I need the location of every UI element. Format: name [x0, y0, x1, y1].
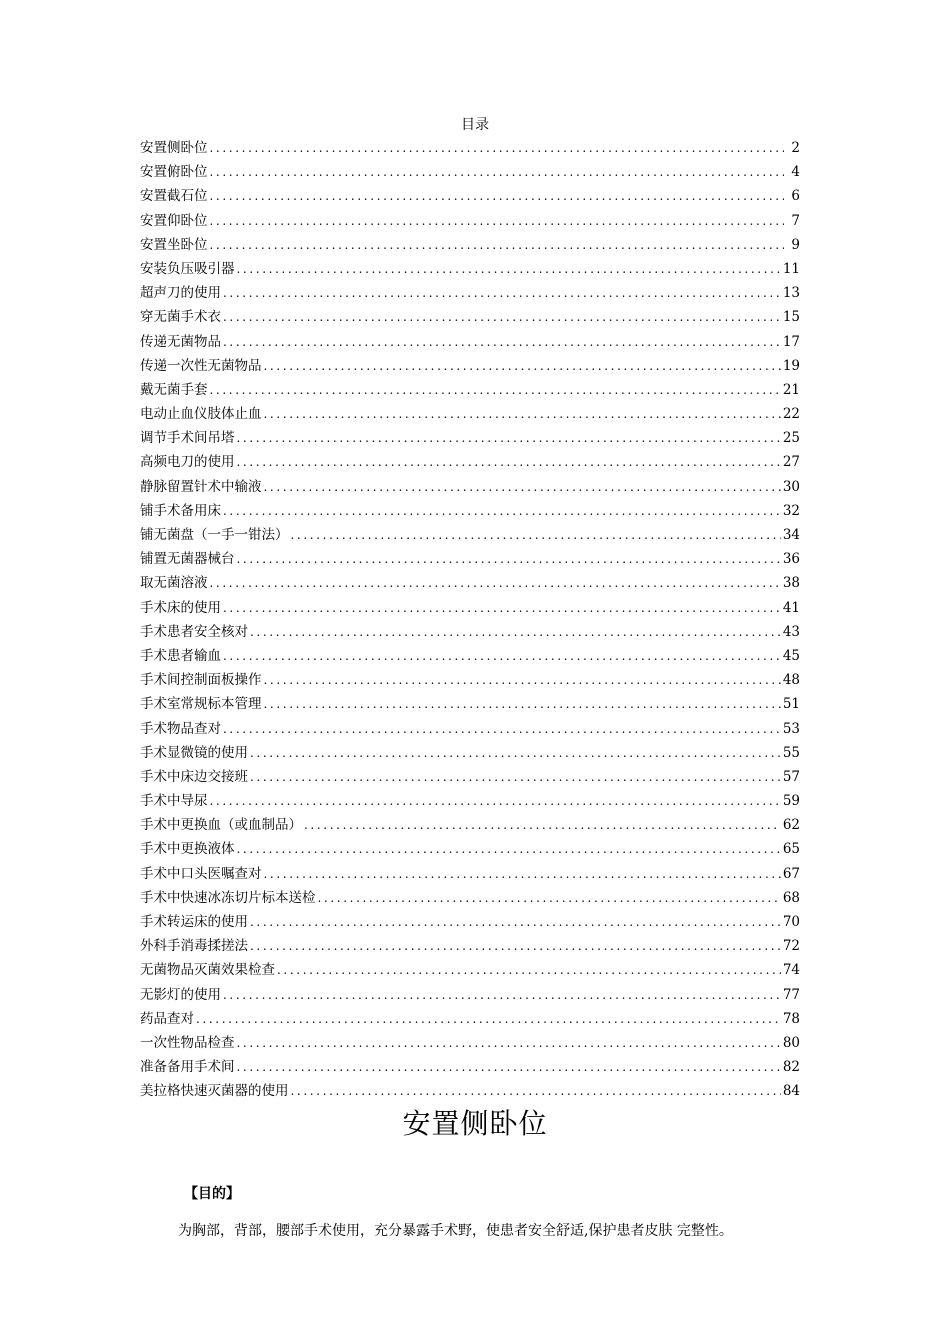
toc-entry-label: 穿无菌手术衣 [140, 309, 221, 326]
toc-entry-label: 无菌物品灭菌效果检查 [140, 962, 275, 979]
toc-dot-leader [291, 523, 781, 547]
toc-dot-leader [223, 717, 781, 741]
purpose-text: 为胸部，背部，腰部手术使用，充分暴露手术野，使患者安全舒适,保护患者皮肤 完整性。 [178, 1223, 733, 1239]
toc-entry-page: 38 [782, 575, 800, 592]
toc-entry[interactable] [140, 1055, 800, 1079]
toc-dot-leader [250, 910, 781, 934]
toc-dot-leader [237, 1031, 781, 1055]
toc-entry[interactable] [140, 692, 800, 716]
toc-entry-label: 手术间控制面板操作 [140, 672, 262, 689]
table-of-contents [140, 136, 800, 1104]
toc-entry-page: 43 [782, 623, 800, 640]
toc-entry-page: 53 [782, 720, 800, 737]
toc-entry-page: 72 [782, 938, 800, 955]
toc-entry-label: 戴无菌手套 [140, 381, 208, 398]
toc-entry-label: 手术中快速冰冻切片标本送检 [140, 889, 316, 906]
toc-entry-label: 手术室常规标本管理 [140, 696, 262, 713]
toc-entry[interactable] [140, 160, 800, 184]
toc-entry[interactable] [140, 1031, 800, 1055]
toc-dot-leader [264, 354, 781, 378]
toc-entry-label: 药品查对 [140, 1010, 194, 1027]
toc-entry-label: 铺手术备用床 [140, 502, 221, 519]
toc-entry[interactable] [140, 209, 800, 233]
toc-dot-leader [223, 644, 781, 668]
toc-entry-label: 外科手消毒揉搓法 [140, 938, 248, 955]
toc-entry-label: 手术床的使用 [140, 599, 221, 616]
toc-entry-page: 70 [782, 914, 800, 930]
toc-entry-page: 62 [782, 817, 800, 834]
toc-dot-leader [210, 136, 785, 160]
toc-dot-leader [304, 813, 781, 837]
toc-dot-leader [264, 668, 781, 692]
toc-title: 目录 [461, 117, 489, 133]
toc-dot-leader [196, 1007, 781, 1031]
toc-dot-leader [250, 741, 781, 765]
toc-entry-label: 无影灯的使用 [140, 986, 221, 1003]
toc-entry-page: 7 [791, 212, 800, 229]
toc-dot-leader [264, 862, 781, 886]
toc-entry-page: 15 [782, 309, 800, 326]
toc-entry[interactable] [140, 958, 800, 982]
toc-entry-page: 65 [782, 841, 800, 858]
toc-dot-leader [237, 837, 781, 861]
toc-entry[interactable] [140, 886, 800, 910]
toc-entry-label: 手术中导尿 [140, 793, 208, 810]
toc-entry-label: 传递无菌物品 [140, 333, 221, 350]
section-title: 安置侧卧位 [402, 1107, 548, 1140]
toc-entry-label: 安置坐卧位 [140, 236, 208, 253]
toc-entry-page: 84 [782, 1083, 800, 1100]
toc-entry-label: 准备备用手术间 [140, 1059, 235, 1076]
toc-entry-page: 59 [782, 793, 800, 810]
toc-entry-page: 11 [782, 260, 800, 277]
toc-dot-leader [277, 958, 781, 982]
toc-entry[interactable] [140, 426, 800, 450]
toc-entry-page: 57 [782, 768, 800, 785]
toc-entry[interactable] [140, 789, 800, 813]
toc-entry-label: 美拉格快速灭菌器的使用 [140, 1083, 289, 1100]
toc-dot-leader [237, 426, 781, 450]
toc-entry-page: 27 [782, 454, 800, 471]
toc-entry-page: 45 [782, 647, 800, 664]
toc-dot-leader [291, 1079, 781, 1103]
toc-entry[interactable] [140, 983, 800, 1007]
toc-entry[interactable] [140, 620, 800, 644]
toc-dot-leader [210, 209, 785, 233]
toc-entry-label: 手术转运床的使用 [140, 914, 248, 930]
toc-entry-label: 铺置无菌器械台 [140, 551, 235, 568]
toc-entry[interactable] [140, 184, 800, 208]
toc-entry-label: 超声刀的使用 [140, 285, 221, 302]
toc-dot-leader [223, 330, 781, 354]
toc-entry-page: 74 [782, 962, 800, 979]
toc-entry[interactable] [140, 233, 800, 257]
toc-entry-page: 17 [782, 333, 800, 350]
purpose-heading: 【目的】 [184, 1186, 240, 1202]
toc-dot-leader [210, 789, 781, 813]
toc-entry[interactable] [140, 813, 800, 837]
toc-dot-leader [264, 475, 781, 499]
toc-entry-label: 安置侧卧位 [140, 140, 208, 156]
toc-entry-label: 手术中更换液体 [140, 841, 235, 858]
toc-entry-label: 手术显微镜的使用 [140, 744, 248, 761]
toc-entry-label: 手术中更换血（或血制品） [140, 817, 302, 834]
toc-dot-leader [237, 450, 781, 474]
toc-dot-leader [250, 620, 781, 644]
toc-entry-page: 51 [782, 696, 800, 713]
toc-entry-label: 一次性物品检查 [140, 1034, 235, 1051]
toc-entry[interactable] [140, 450, 800, 474]
toc-entry-page: 13 [782, 285, 800, 302]
toc-dot-leader [223, 983, 781, 1007]
toc-entry-page: 55 [782, 744, 800, 761]
toc-entry-page: 21 [782, 381, 800, 398]
toc-entry-page: 6 [791, 188, 800, 205]
toc-entry-label: 静脉留置针术中输液 [140, 478, 262, 495]
toc-entry-label: 安装负压吸引器 [140, 260, 235, 277]
toc-entry-label: 手术中床边交接班 [140, 768, 248, 785]
toc-entry-page: 78 [782, 1010, 800, 1027]
toc-dot-leader [237, 257, 781, 281]
toc-dot-leader [223, 281, 781, 305]
toc-entry-page: 48 [782, 672, 800, 689]
toc-entry-page: 36 [782, 551, 800, 568]
toc-entry[interactable] [140, 571, 800, 595]
toc-dot-leader [210, 233, 785, 257]
toc-entry-page: 34 [782, 527, 800, 543]
toc-dot-leader [237, 1055, 781, 1079]
toc-entry-page: 19 [782, 357, 800, 374]
toc-dot-leader [210, 160, 785, 184]
toc-entry-page: 22 [782, 406, 800, 423]
toc-entry-page: 82 [782, 1059, 800, 1076]
toc-dot-leader [223, 499, 781, 523]
toc-entry-label: 传递一次性无菌物品 [140, 357, 262, 374]
toc-entry[interactable] [140, 1007, 800, 1031]
toc-entry[interactable] [140, 765, 800, 789]
toc-entry-page: 9 [791, 236, 800, 253]
toc-entry[interactable] [140, 644, 800, 668]
toc-entry-page: 30 [782, 478, 800, 495]
toc-entry[interactable] [140, 257, 800, 281]
toc-entry-page: 32 [782, 502, 800, 519]
toc-entry[interactable] [140, 717, 800, 741]
toc-entry-label: 电动止血仪肢体止血 [140, 406, 262, 423]
toc-entry[interactable] [140, 281, 800, 305]
toc-dot-leader [210, 571, 781, 595]
toc-entry[interactable] [140, 402, 800, 426]
toc-dot-leader [223, 596, 781, 620]
toc-entry-page: 67 [782, 865, 800, 882]
toc-entry-label: 手术患者输血 [140, 647, 221, 664]
toc-entry-page: 77 [782, 986, 800, 1003]
toc-entry[interactable] [140, 523, 800, 547]
toc-entry[interactable] [140, 475, 800, 499]
toc-entry[interactable] [140, 934, 800, 958]
toc-entry-page: 25 [782, 430, 800, 447]
toc-dot-leader [264, 402, 781, 426]
toc-dot-leader [250, 765, 781, 789]
toc-dot-leader [237, 547, 781, 571]
toc-entry[interactable] [140, 1079, 800, 1103]
toc-entry-page: 41 [782, 599, 800, 616]
toc-dot-leader [318, 886, 781, 910]
toc-entry-label: 手术物品查对 [140, 720, 221, 737]
toc-entry[interactable] [140, 596, 800, 620]
toc-entry-label: 安置俯卧位 [140, 164, 208, 181]
toc-entry[interactable] [140, 862, 800, 886]
toc-dot-leader [264, 692, 781, 716]
toc-entry-page: 68 [782, 889, 800, 906]
toc-entry[interactable] [140, 837, 800, 861]
toc-dot-leader [210, 184, 785, 208]
toc-entry-label: 手术患者安全核对 [140, 623, 248, 640]
toc-entry[interactable] [140, 499, 800, 523]
toc-dot-leader [250, 934, 781, 958]
toc-entry-label: 调节手术间吊塔 [140, 430, 235, 447]
toc-entry[interactable] [140, 910, 800, 934]
toc-entry[interactable] [140, 378, 800, 402]
toc-entry-page: 80 [782, 1034, 800, 1051]
toc-entry[interactable] [140, 330, 800, 354]
toc-entry-label: 安置截石位 [140, 188, 208, 205]
toc-entry[interactable] [140, 305, 800, 329]
toc-entry[interactable] [140, 136, 800, 160]
toc-entry-page: 4 [791, 164, 800, 181]
toc-entry-label: 取无菌溶液 [140, 575, 208, 592]
toc-dot-leader [210, 378, 781, 402]
toc-entry[interactable] [140, 354, 800, 378]
toc-entry-label: 高频电刀的使用 [140, 454, 235, 471]
toc-entry-label: 安置仰卧位 [140, 212, 208, 229]
toc-entry-label: 铺无菌盘（一手一钳法） [140, 527, 289, 543]
toc-entry-page: 2 [791, 140, 800, 156]
toc-entry[interactable] [140, 668, 800, 692]
toc-entry-label: 手术中口头医嘱查对 [140, 865, 262, 882]
toc-entry[interactable] [140, 741, 800, 765]
toc-dot-leader [223, 305, 781, 329]
toc-entry[interactable] [140, 547, 800, 571]
